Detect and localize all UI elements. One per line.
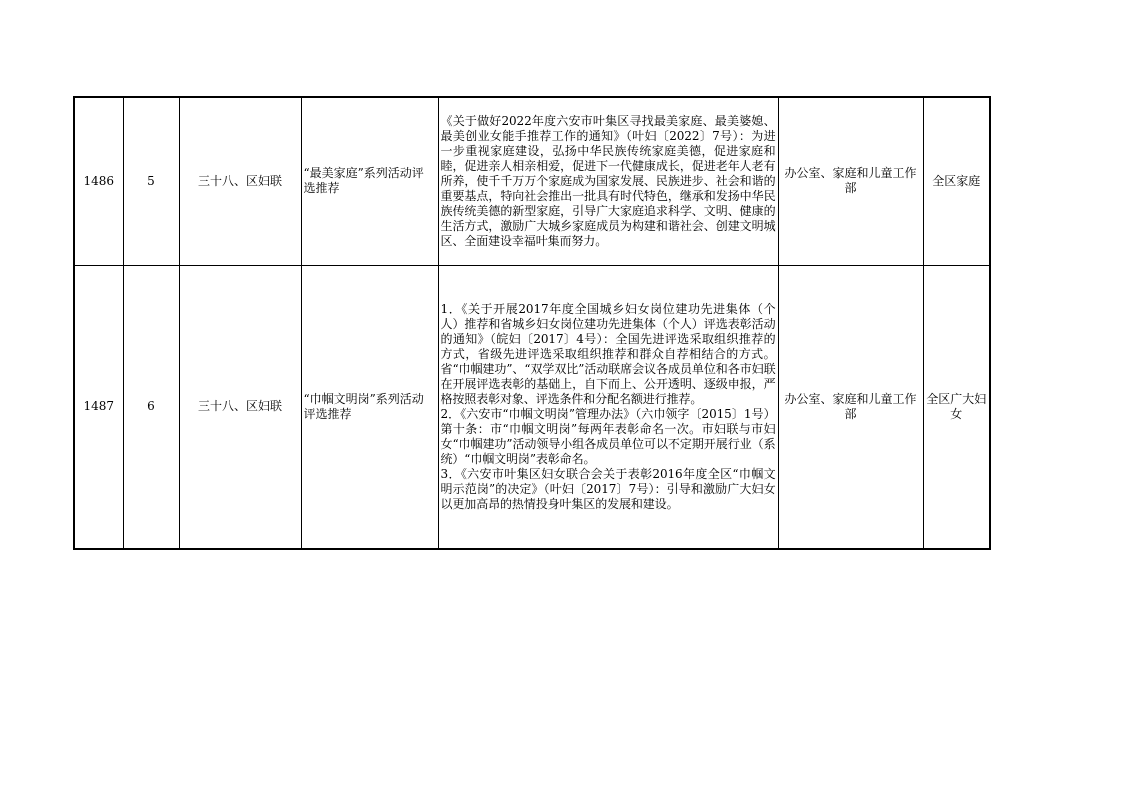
item-name-cell: “最美家庭”系列活动评选推荐 [301,97,438,265]
office-cell: 办公室、家庭和儿童工作部 [778,97,923,265]
number-cell: 6 [123,265,179,549]
department-cell: 三十八、区妇联 [179,265,301,549]
target-cell: 全区家庭 [923,97,990,265]
item-name-cell: “巾帼文明岗”系列活动评选推荐 [301,265,438,549]
basis-paragraph: 1．《关于开展2017年度全国城乡妇女岗位建功先进集体（个人）推荐和省城乡妇女岗位建功先进集体（个人）评选表彰活动的通知》（皖妇〔2017〕4号）：全国先进评选采取组织推荐的方式，省级先进评选采取组织推荐和群众自荐相结合的方式。省“巾帼建功”、“双学双比”活动联席会议各成员单位和各市妇联在开展评选表彰的基础上，自下而上、公开透明、逐级申报，严格按照表彰对象、评选条件和分配名额进行推荐。 [440,301,776,406]
office-cell: 办公室、家庭和儿童工作部 [778,265,923,549]
basis-paragraph: 2．《六安市“巾帼文明岗”管理办法》（六巾领字〔2015〕1号）第十条：市“巾帼文明岗”每两年表彰命名一次。市妇联与市妇女“巾帼建功”活动领导小组各成员单位可以不定期开展行业（系统）“巾帼文明岗”表彰命名。 [440,406,776,466]
basis-cell [438,97,778,265]
table-row [74,97,990,265]
basis-cell [438,265,778,549]
matters-table [73,96,991,550]
target-cell: 全区广大妇女 [923,265,990,549]
seq-cell: 1486 [74,97,123,265]
table-row [74,265,990,549]
number-cell: 5 [123,97,179,265]
basis-paragraph: 3．《六安市叶集区妇女联合会关于表彰2016年度全区“巾帼文明示范岗”的决定》（叶妇〔2017〕7号）：引导和激励广大妇女以更加高昂的热情投身叶集区的发展和建设。 [440,466,776,511]
seq-cell: 1487 [74,265,123,549]
department-cell: 三十八、区妇联 [179,97,301,265]
basis-paragraph: 《关于做好2022年度六安市叶集区寻找最美家庭、最美婆媳、最美创业女能手推荐工作的通知》（叶妇〔2022〕7号）：为进一步重视家庭建设，弘扬中华民族传统家庭美德，促进家庭和睦，促进亲人相亲相爱，促进下一代健康成长，促进老年人老有所养，使千千万万个家庭成为国家发展、民族进步、社会和谐的重要基点，特向社会推出一批具有时代特色，继承和发扬中华民族传统美德的新型家庭，引导广大家庭追求科学、文明、健康的生活方式，激励广大城乡家庭成员为构建和谐社会、创建文明城区、全面建设幸福叶集而努力。 [440,113,776,248]
